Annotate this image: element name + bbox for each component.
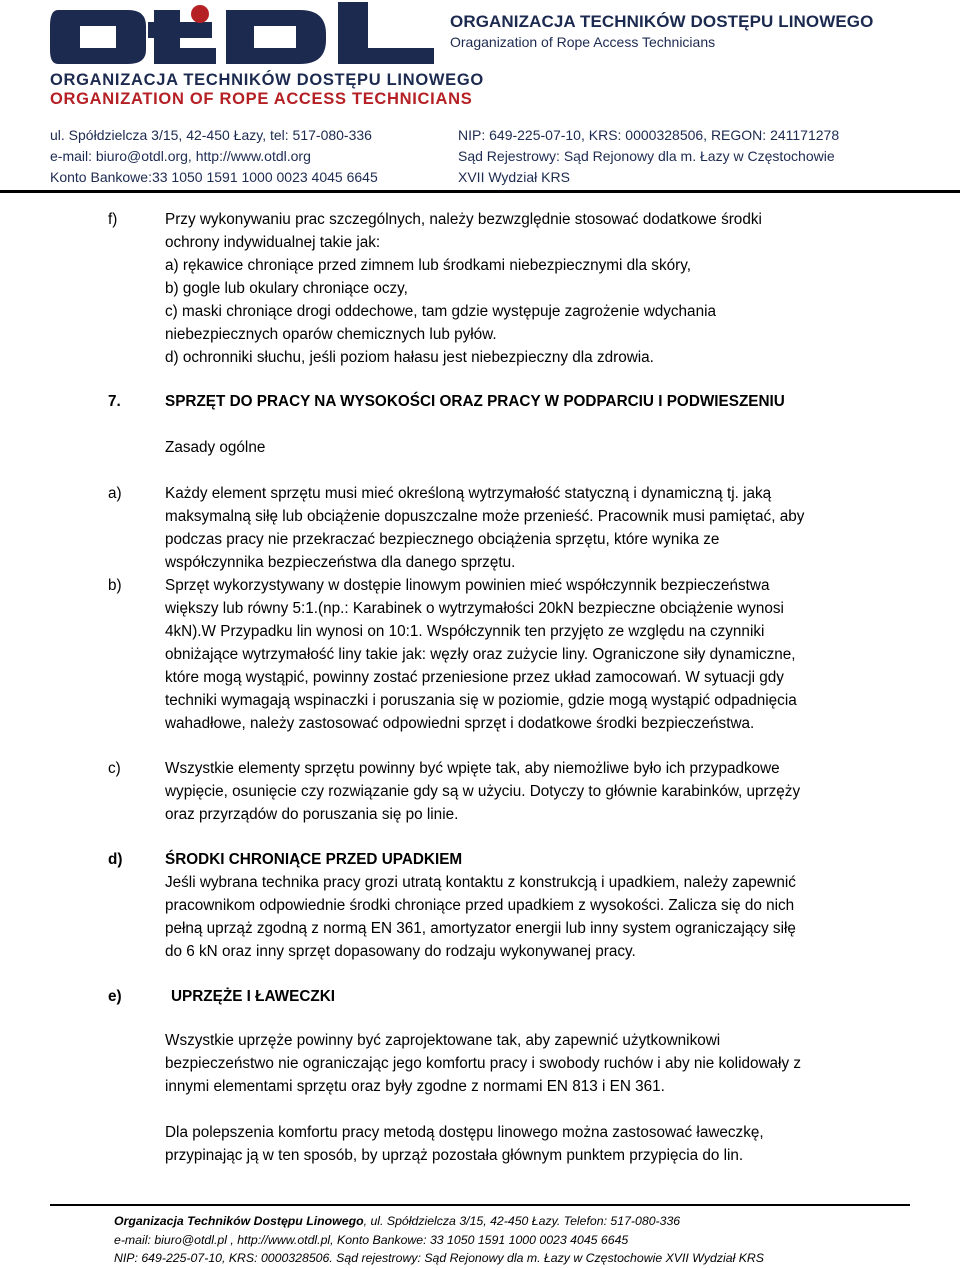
text-line: Wszystkie uprzęże powinny być zaprojektowane tak, aby zapewnić użytkownikowi <box>165 1032 721 1049</box>
text-line: Wszystkie elementy sprzętu powinny być wpięte tak, aby niemożliwe było ich przypadkowe <box>165 760 780 777</box>
address-line: ul. Spółdzielcza 3/15, 42-450 Łazy, tel: 517-080-336 <box>50 127 372 143</box>
text-line: bezpieczeństwo nie ograniczając jego komfortu pracy i swobody ruchów i aby nie kolidowały z <box>165 1055 801 1072</box>
text-line: współczynnika bezpieczeństwa dla danego sprzętu. <box>165 554 516 571</box>
item-label-c: c) <box>108 760 121 777</box>
footer-address: , ul. Spółdzielcza 3/15, 42-450 Łazy. Telefon: 517-080-336 <box>363 1214 681 1228</box>
item-e-text-2 <box>165 1121 841 1167</box>
item-c-text <box>165 757 841 826</box>
address-line: NIP: 649-225-07-10, KRS: 0000328506, REGON: 241171278 <box>458 127 840 143</box>
text-line: b) gogle lub okulary chroniące oczy, <box>165 280 408 297</box>
text-line: Każdy element sprzętu musi mieć określoną wytrzymałość statyczną i dynamiczną tj. jaką <box>165 485 772 502</box>
page-footer <box>114 1212 764 1268</box>
header-titles <box>450 12 873 50</box>
item-d-heading: ŚRODKI CHRONIĄCE PRZED UPADKIEM <box>165 851 463 868</box>
text-line: oraz przyrządów do poruszania się po linie. <box>165 806 459 823</box>
header-divider <box>0 190 960 193</box>
text-line: obniżające wytrzymałość liny takie jak: węzły oraz zużycie liny. Ograniczone siły dynamiczne, <box>165 646 796 663</box>
footer-divider <box>50 1204 910 1206</box>
header-title-en: Oraganization of Rope Access Technicians <box>450 34 716 50</box>
text-line: większy lub równy 5:1.(np.: Karabinek o wytrzymałości 20kN bezpieczne obciążenie wynosi <box>165 600 784 617</box>
item-label-d: d) <box>108 851 123 868</box>
text-line: pełną uprząż zgodną z normą EN 361, amortyzator energii lub inny system ograniczający siłę <box>165 920 796 937</box>
footer-line-1 <box>114 1212 764 1231</box>
address-line: e-mail: biuro@otdl.org, http://www.otdl.org <box>50 148 311 164</box>
item-b-text <box>165 574 841 735</box>
text-line: c) maski chroniące drogi oddechowe, tam gdzie występuje zagrożenie wdychania <box>165 303 716 320</box>
text-line: wypięcie, osunięcie czy rozwiązanie gdy są w użyciu. Dotyczy to głównie karabinków, uprzęży <box>165 783 801 800</box>
text-line: Jeśli wybrana technika pracy grozi utratą kontaktu z konstrukcją i upadkiem, należy zapewnić <box>165 874 796 891</box>
section-title: SPRZĘT DO PRACY NA WYSOKOŚCI ORAZ PRACY W PODPARCIU I PODWIESZENIU <box>165 393 785 410</box>
item-label-f: f) <box>108 211 118 228</box>
item-d-text <box>165 848 841 963</box>
item-label-e: e) <box>108 988 122 1005</box>
text-line: innymi elementami sprzętu oraz były zgodne z normami EN 813 i EN 361. <box>165 1078 665 1095</box>
item-label-a: a) <box>108 485 122 502</box>
text-line: d) ochronniki słuchu, jeśli poziom hałasu jest niebezpieczny dla zdrowia. <box>165 349 654 366</box>
text-line: a) rękawice chroniące przed zimnem lub środkami niebezpiecznymi dla skóry, <box>165 257 691 274</box>
text-line: ochrony indywidualnej takie jak: <box>165 234 381 251</box>
text-line: maksymalną siłę lub obciążenie dopuszczalne może przenieść. Pracownik musi pamiętać, aby <box>165 508 805 525</box>
text-line: do 6 kN oraz inny sprzęt dopasowany do rodzaju wykonywanej pracy. <box>165 943 636 960</box>
item-label-b: b) <box>108 577 122 594</box>
footer-org-name: Organizacja Techników Dostępu Linowego <box>114 1214 364 1228</box>
header-title-pl: ORGANIZACJA TECHNIKÓW DOSTĘPU LINOWEGO <box>450 12 874 31</box>
section-number: 7. <box>108 393 121 410</box>
text-line: wahadłowe, należy zastosować odpowiedni sprzęt i dodatkowe środki bezpieczeństwa. <box>165 715 755 732</box>
footer-line-2: e-mail: biuro@otdl.pl , http://www.otdl.pl, Konto Bankowe: 33 1050 1591 1000 0023 4045 6645 <box>114 1232 629 1247</box>
address-left <box>50 125 378 188</box>
address-line: Sąd Rejestrowy: Sąd Rejonowy dla m. Łazy w Częstochowie <box>458 148 835 164</box>
text-line: przypinając ją w ten sposób, by uprząż pozostała głównym punktem przypięcia do lin. <box>165 1147 744 1164</box>
text-line: podczas pracy nie przekraczać bezpiecznego obciążenia sprzętu, które wynika ze <box>165 531 720 548</box>
text-line: niebezpiecznych oparów chemicznych lub pyłów. <box>165 326 497 343</box>
address-line: Konto Bankowe:33 1050 1591 1000 0023 4045 6645 <box>50 169 378 185</box>
otdl-logo <box>50 2 440 70</box>
org-name-pl: ORGANIZACJA TECHNIKÓW DOSTĘPU LINOWEGO <box>50 71 484 89</box>
text-line: 4kN).W Przypadku lin wynosi on 10:1. Współczynnik ten przyjęto ze względu na czynniki <box>165 623 765 640</box>
text-line: pracownikom odpowiednie środki chroniące przed upadkiem z wysokości. Zalicza się do nich <box>165 897 795 914</box>
item-f-text <box>165 208 841 369</box>
item-e-heading: UPRZĘŻE I ŁAWECZKI <box>171 988 336 1005</box>
text-line: Przy wykonywaniu prac szczególnych, należy bezwzględnie stosować dodatkowe środki <box>165 211 762 228</box>
org-name-en: ORGANIZATION OF ROPE ACCESS TECHNICIANS <box>50 90 473 108</box>
address-line: XVII Wydział KRS <box>458 169 570 185</box>
item-a-text <box>165 482 841 574</box>
section-subtitle: Zasady ogólne <box>165 439 266 456</box>
text-line: które mogą wystąpić, powinny zostać przeniesione przez układ zamocowań. W sytuacji gdy <box>165 669 784 686</box>
footer-line-3: NIP: 649-225-07-10, KRS: 0000328506. Sąd rejestrowy: Sąd Rejonowy dla m. Łazy w Częstochowie XVII Wydział KRS <box>114 1251 765 1265</box>
text-line: techniki wymagają wspinaczki i poruszania się w poziomie, gdzie mogą wystąpić odpadnięcia <box>165 692 797 709</box>
item-e-text-1 <box>165 1029 841 1098</box>
text-line: Dla polepszenia komfortu pracy metodą dostępu linowego można zastosować ławeczkę, <box>165 1124 764 1141</box>
text-line: Sprzęt wykorzystywany w dostępie linowym powinien mieć współczynnik bezpieczeństwa <box>165 577 770 594</box>
address-right <box>458 125 839 188</box>
